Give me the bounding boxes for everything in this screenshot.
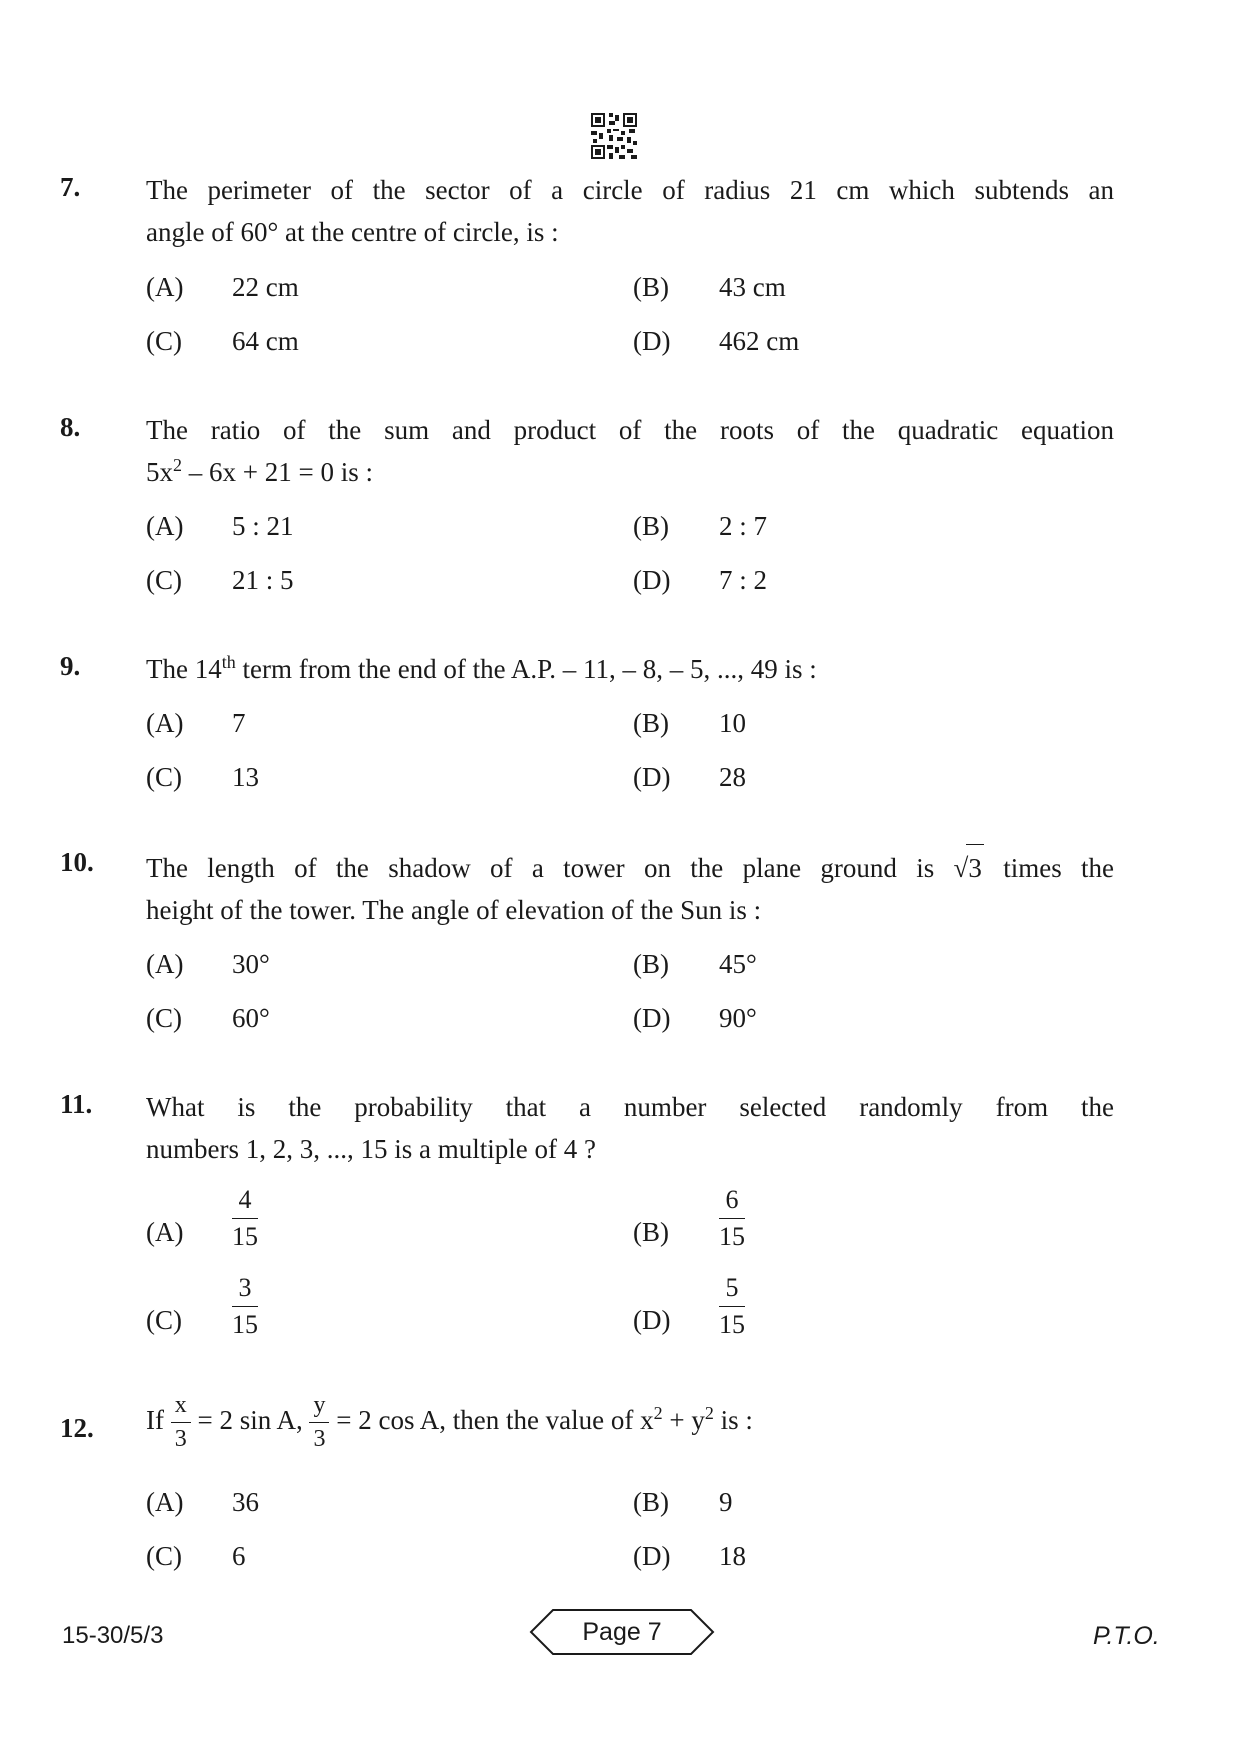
question-11-line-1: What is the probability that a number selected randomly from the	[146, 1092, 1114, 1122]
option-value: 9	[719, 1487, 733, 1517]
exponent: 2	[704, 1403, 714, 1423]
numerator: 5	[719, 1273, 745, 1307]
question-10-line-1	[146, 844, 1114, 889]
paper-code: 15-30/5/3	[62, 1622, 164, 1649]
numerator: 4	[232, 1185, 258, 1219]
question-text-part: The length of the shadow of a tower on the plane ground is	[146, 853, 935, 883]
question-12-text	[146, 1390, 1114, 1454]
question-7-number: 7.	[60, 172, 81, 202]
option-value: 10	[719, 708, 746, 738]
question-7-line-1: The perimeter of the sector of a circle of radius 21 cm which subtends an	[146, 175, 1114, 205]
denominator: 15	[232, 1221, 258, 1251]
option-value: 6	[232, 1541, 246, 1571]
option-label: (A)	[146, 949, 184, 979]
option-label: (B)	[633, 1487, 669, 1517]
option-label: (B)	[633, 511, 669, 541]
option-label: (B)	[633, 949, 669, 979]
denominator: 3	[313, 1426, 326, 1453]
option-label: (D)	[633, 565, 671, 595]
denominator: 15	[719, 1221, 745, 1251]
option-label: (B)	[633, 708, 669, 738]
fraction	[719, 1273, 745, 1340]
option-value: 60°	[232, 1003, 270, 1033]
question-text-part: term from the end of the A.P. – 11, – 8, – 5, ..., 49 is :	[235, 654, 817, 684]
radical-sign: √	[953, 853, 969, 883]
option-label: (C)	[146, 565, 182, 595]
question-text-part: = 2 sin A,	[190, 1405, 310, 1435]
question-text-part: + y	[662, 1405, 705, 1435]
option-value: 90°	[719, 1003, 757, 1033]
option-label: (C)	[146, 1541, 182, 1571]
fraction	[232, 1273, 258, 1340]
option-label: (A)	[146, 1217, 184, 1247]
question-text-part: If	[146, 1405, 171, 1435]
question-11-line-2: numbers 1, 2, 3, ..., 15 is a multiple of 4 ?	[146, 1134, 596, 1164]
option-label: (C)	[146, 1003, 182, 1033]
option-label: (D)	[633, 1003, 671, 1033]
question-9-number: 9.	[60, 651, 81, 681]
question-text-part: times the	[1003, 853, 1115, 883]
question-8-line-1: The ratio of the sum and product of the roots of the quadratic equation	[146, 415, 1114, 445]
option-label: (B)	[633, 272, 669, 302]
option-value: 462 cm	[719, 326, 800, 356]
numerator: x	[171, 1392, 191, 1424]
option-value: 7 : 2	[719, 565, 768, 595]
option-label: (B)	[633, 1217, 669, 1247]
option-value: 43 cm	[719, 272, 786, 302]
question-9-text	[146, 648, 1114, 690]
question-text-part: The 14	[146, 654, 222, 684]
fraction-y-over-3	[309, 1392, 329, 1454]
numerator: 6	[719, 1185, 745, 1219]
equation-exponent: 2	[173, 455, 182, 475]
denominator: 15	[232, 1309, 258, 1339]
option-label: (A)	[146, 1487, 184, 1517]
exponent: 2	[653, 1403, 663, 1423]
numerator: y	[309, 1392, 329, 1424]
option-label: (A)	[146, 511, 184, 541]
equation-part: 5x	[146, 457, 173, 487]
denominator: 15	[719, 1309, 745, 1339]
square-root	[954, 844, 984, 889]
option-label: (D)	[633, 1541, 671, 1571]
option-value: 13	[232, 762, 259, 792]
question-7-line-2: angle of 60° at the centre of circle, is :	[146, 217, 559, 247]
fraction	[232, 1185, 258, 1252]
page-number-badge	[529, 1608, 715, 1656]
page-label: Page 7	[582, 1618, 662, 1646]
question-text-part: = 2 cos A, then the value of x	[329, 1405, 654, 1435]
option-value: 30°	[232, 949, 270, 979]
question-11-number: 11.	[60, 1089, 93, 1119]
option-label: (D)	[633, 326, 671, 356]
radicand: 3	[966, 844, 984, 889]
question-text-part: is :	[713, 1405, 753, 1435]
option-label: (C)	[146, 326, 182, 356]
question-12-number: 12.	[60, 1413, 94, 1443]
option-value: 5 : 21	[232, 511, 294, 541]
question-8-number: 8.	[60, 412, 81, 442]
option-label: (C)	[146, 762, 182, 792]
option-value: 22 cm	[232, 272, 299, 302]
option-value: 21 : 5	[232, 565, 294, 595]
option-label: (A)	[146, 272, 184, 302]
option-value: 45°	[719, 949, 757, 979]
denominator: 3	[174, 1426, 187, 1453]
option-label: (D)	[633, 1305, 671, 1335]
question-8-equation	[146, 451, 1114, 493]
option-label: (A)	[146, 708, 184, 738]
question-10-line-2: height of the tower. The angle of elevation of the Sun is :	[146, 895, 762, 925]
option-value: 18	[719, 1541, 746, 1571]
question-10-number: 10.	[60, 847, 94, 877]
option-value: 2 : 7	[719, 511, 768, 541]
option-label: (D)	[633, 762, 671, 792]
fraction	[719, 1185, 745, 1252]
option-label: (C)	[146, 1305, 182, 1335]
option-value: 28	[719, 762, 746, 792]
numerator: 3	[232, 1273, 258, 1307]
qr-code	[591, 113, 637, 159]
option-value: 7	[232, 708, 246, 738]
option-value: 64 cm	[232, 326, 299, 356]
please-turn-over: P.T.O.	[1093, 1622, 1160, 1650]
option-value: 36	[232, 1487, 259, 1517]
fraction-x-over-3	[171, 1392, 191, 1454]
equation-part: – 6x + 21 = 0 is :	[182, 457, 373, 487]
ordinal-superscript: th	[221, 652, 236, 672]
